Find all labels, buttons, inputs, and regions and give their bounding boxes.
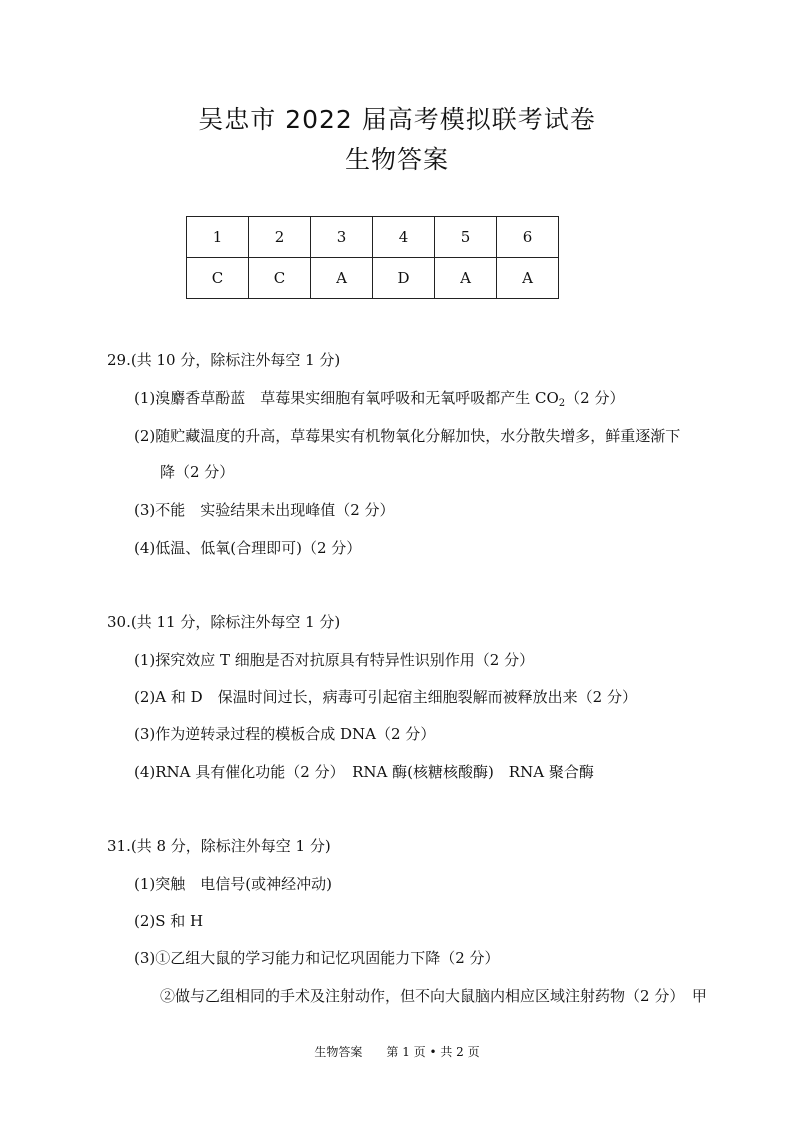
q29-answer-1-score: （2 分）	[565, 389, 625, 407]
q29-answer-1-text: (1)溴麝香草酚蓝 草莓果实细胞有氧呼吸和无氧呼吸都产生 CO	[134, 389, 559, 407]
q29-answer-3: (3)不能 实验结果未出现峰值（2 分）	[134, 501, 395, 519]
answer-cell: A	[497, 258, 559, 299]
question-number-cell: 1	[187, 217, 249, 258]
q29-answer-2: (2)随贮藏温度的升高，草莓果实有机物氧化分解加快，水分散失增多，鲜重逐渐下	[134, 427, 681, 445]
q29-header: 29.(共 10 分，除标注外每空 1 分)	[107, 351, 341, 369]
answer-cell: C	[187, 258, 249, 299]
q31-answer-1: (1)突触 电信号(或神经冲动)	[134, 875, 332, 893]
q29-answer-1	[134, 388, 624, 414]
page-footer: 生物答案 第 1 页 • 共 2 页	[314, 1045, 480, 1059]
answer-cell: D	[373, 258, 435, 299]
question-number-cell: 6	[497, 217, 559, 258]
answer-cell: C	[249, 258, 311, 299]
q30-answer-2: (2)A 和 D 保温时间过长，病毒可引起宿主细胞裂解而被释放出来（2 分）	[134, 688, 637, 706]
answer-row	[187, 258, 559, 299]
q31-answer-3: (3)①乙组大鼠的学习能力和记忆巩固能力下降（2 分）	[134, 949, 500, 967]
q31-answer-2: (2)S 和 H	[134, 912, 204, 930]
question-number-cell: 4	[373, 217, 435, 258]
q29-answer-4: (4)低温、低氧(合理即可)（2 分）	[134, 539, 362, 557]
q29-answer-2-continued: 降（2 分）	[160, 463, 235, 481]
q31-answer-3-part-2: ②做与乙组相同的手术及注射动作，但不向大鼠脑内相应区域注射药物（2 分） 甲	[160, 987, 707, 1005]
answer-cell: A	[435, 258, 497, 299]
question-number-cell: 3	[311, 217, 373, 258]
q31-header: 31.(共 8 分，除标注外每空 1 分)	[107, 837, 331, 855]
q30-answer-1: (1)探究效应 T 细胞是否对抗原具有特异性识别作用（2 分）	[134, 651, 535, 669]
question-number-cell: 2	[249, 217, 311, 258]
co2-subscript: 2	[558, 398, 566, 409]
question-number-cell: 5	[435, 217, 497, 258]
q30-answer-4: (4)RNA 具有催化功能（2 分） RNA 酶(核糖核酸酶) RNA 聚合酶	[134, 763, 594, 781]
exam-title: 吴忠市 2022 届高考模拟联考试卷	[198, 105, 596, 134]
answer-table	[186, 216, 559, 299]
answer-cell: A	[311, 258, 373, 299]
question-number-row	[187, 217, 559, 258]
answer-subtitle: 生物答案	[344, 145, 449, 174]
q30-header: 30.(共 11 分，除标注外每空 1 分)	[107, 613, 341, 631]
q30-answer-3: (3)作为逆转录过程的模板合成 DNA（2 分）	[134, 725, 436, 743]
